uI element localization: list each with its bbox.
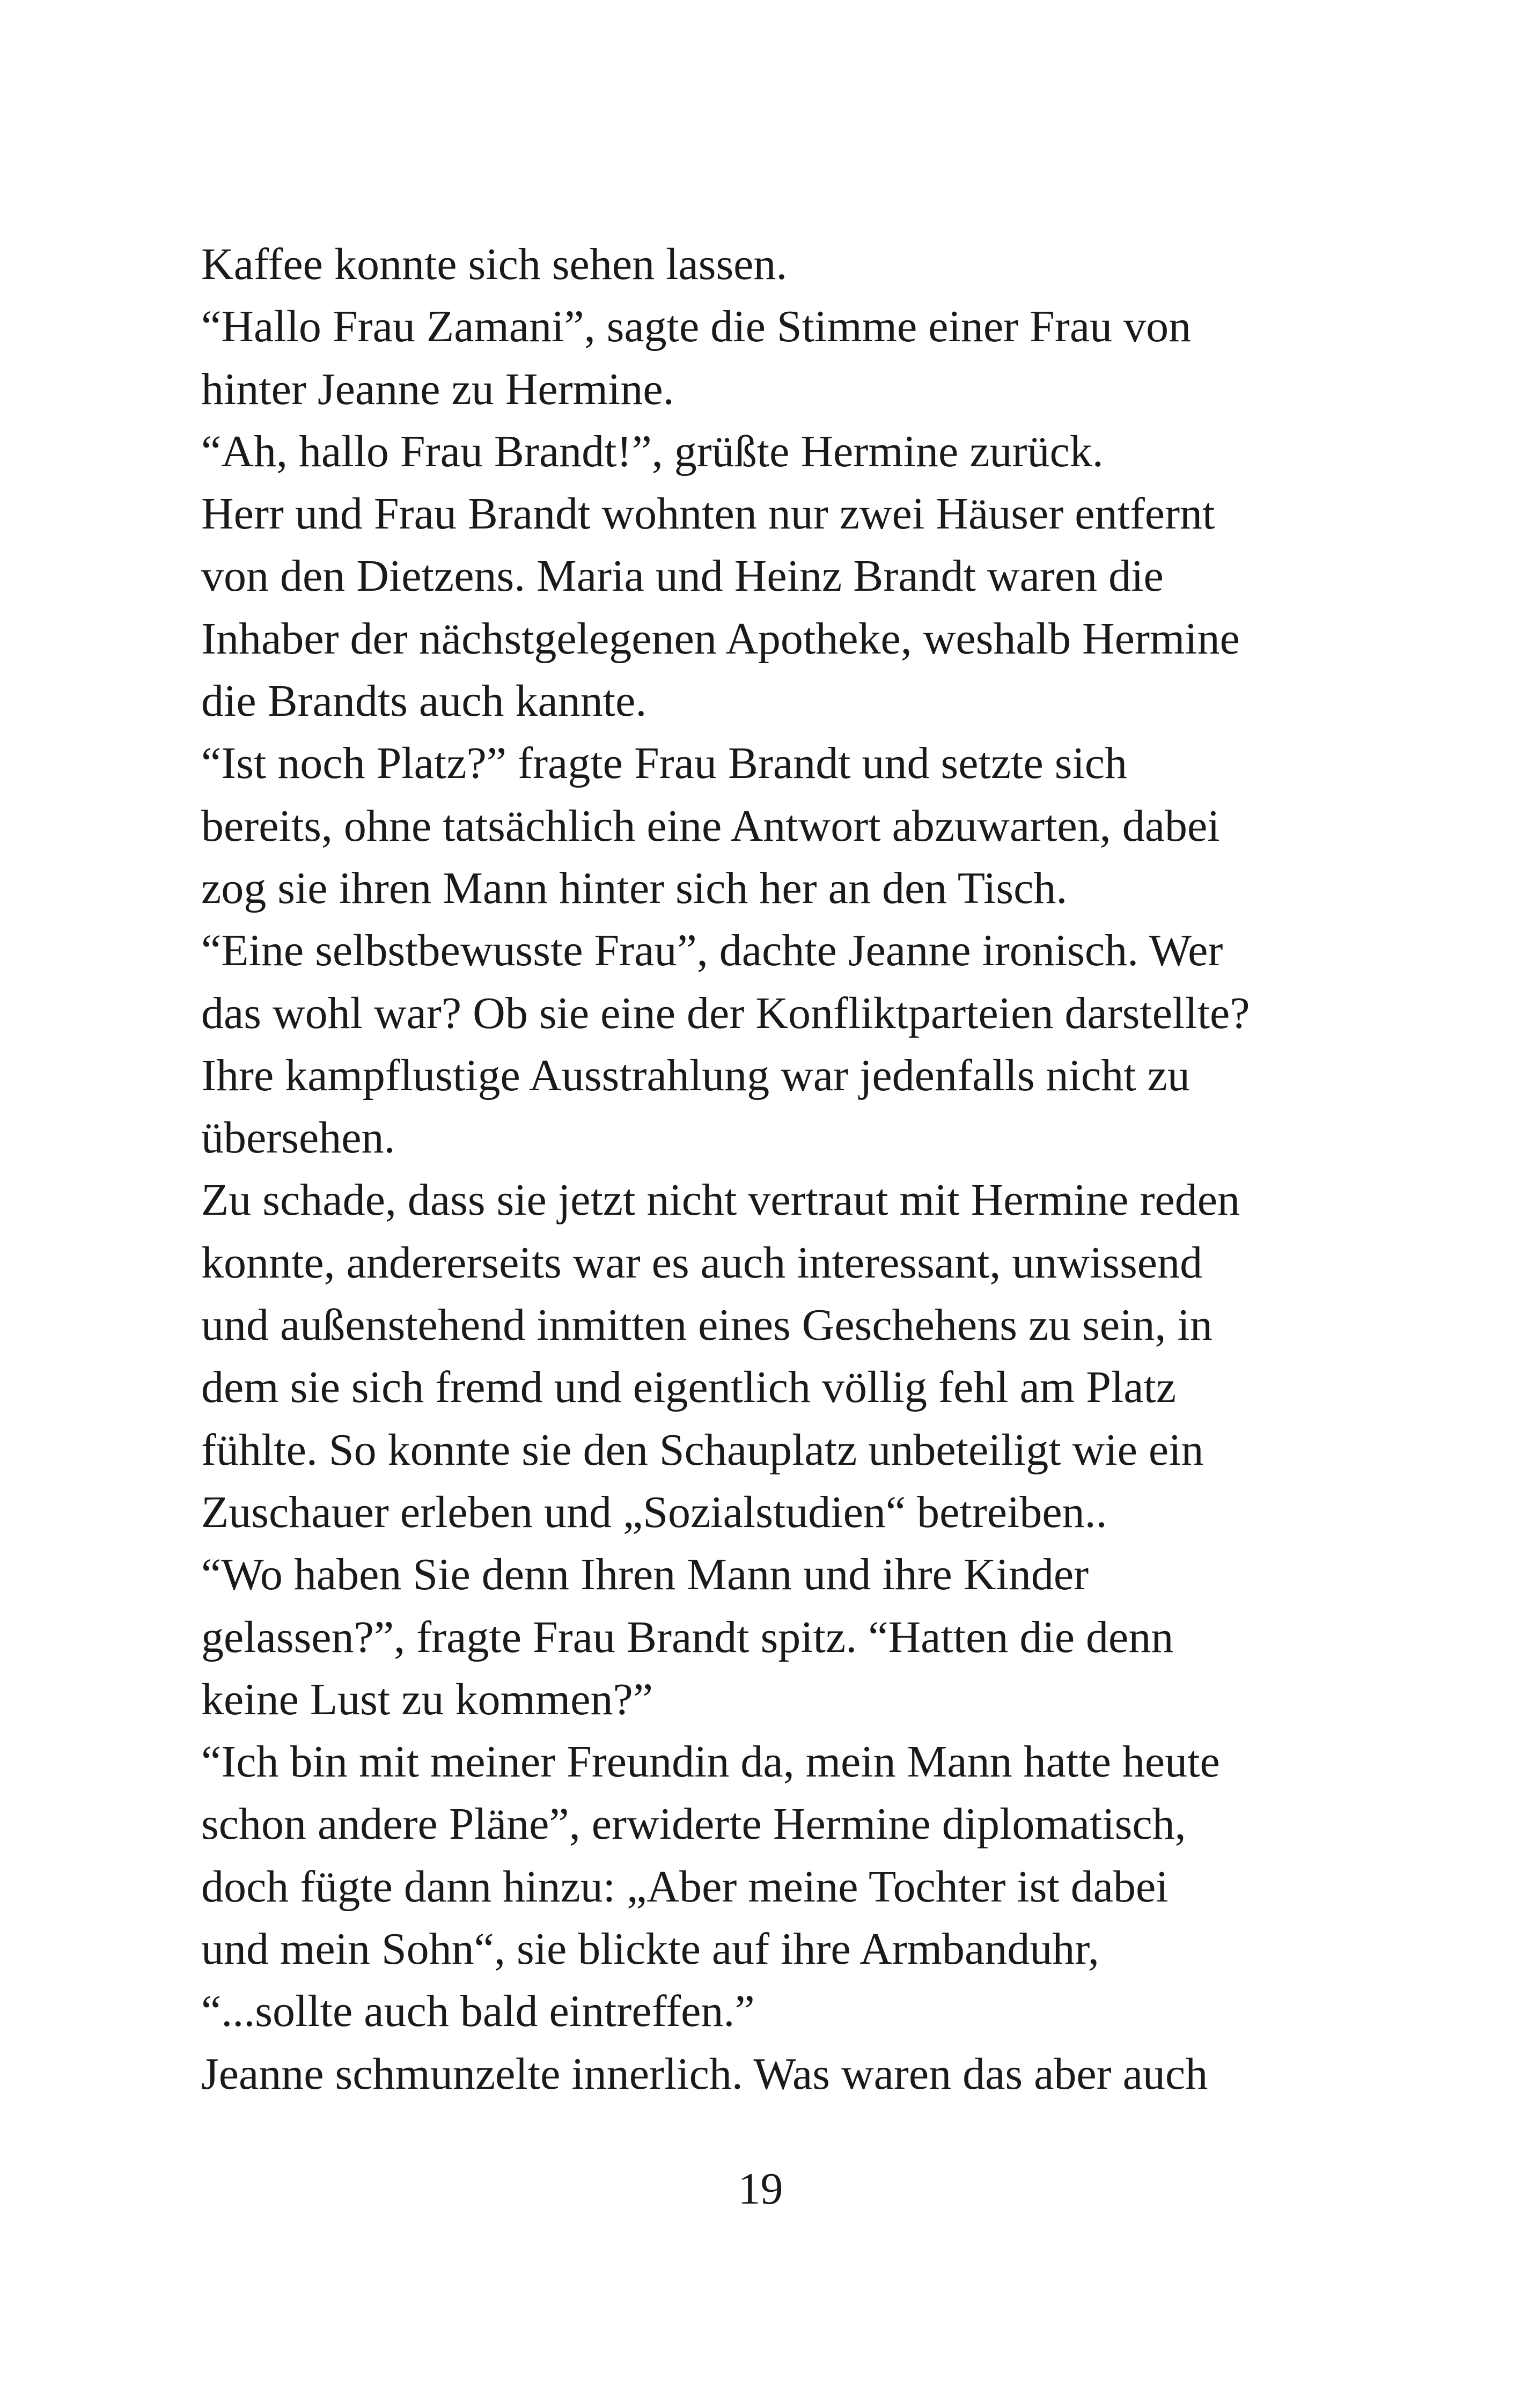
text-line: doch fügte dann hinzu: „Aber meine Tochter ist dabei	[201, 1861, 1169, 1912]
text-line: konnte, andererseits war es auch interessant, unwissend	[201, 1237, 1203, 1288]
text-line: gelassen?”, fragte Frau Brandt spitz. “Hatten die denn	[201, 1612, 1174, 1662]
text-line: Inhaber der nächstgelegenen Apotheke, weshalb Hermine	[201, 613, 1240, 664]
text-line: “Wo haben Sie denn Ihren Mann und ihre Kinder	[201, 1550, 1089, 1600]
text-line: dem sie sich fremd und eigentlich völlig fehl am Platz	[201, 1362, 1177, 1413]
text-line: keine Lust zu kommen?”	[201, 1674, 653, 1724]
text-line: “Hallo Frau Zamani”, sagte die Stimme einer Frau von	[201, 302, 1192, 352]
text-line: “Ich bin mit meiner Freundin da, mein Mann hatte heute	[201, 1737, 1220, 1787]
text-line: Kaffee konnte sich sehen lassen.	[201, 239, 788, 289]
text-line: übersehen.	[201, 1113, 395, 1163]
text-line: fühlte. So konnte sie den Schauplatz unbeteiligt wie ein	[201, 1425, 1204, 1475]
text-line: “Eine selbstbewusste Frau”, dachte Jeanne ironisch. Wer	[201, 926, 1223, 976]
text-line: Jeanne schmunzelte innerlich. Was waren das aber auch	[201, 2049, 1208, 2099]
text-line: “...sollte auch bald eintreffen.”	[201, 1986, 755, 2037]
text-line: zog sie ihren Mann hinter sich her an den Tisch.	[201, 863, 1068, 913]
text-line: und mein Sohn“, sie blickte auf ihre Armbanduhr,	[201, 1924, 1099, 1974]
text-line: die Brandts auch kannte.	[201, 676, 647, 726]
page-number: 19	[738, 2164, 783, 2214]
text-line: Herr und Frau Brandt wohnten nur zwei Häuser entfernt	[201, 489, 1215, 539]
text-line: “Ist noch Platz?” fragte Frau Brandt und setzte sich	[201, 738, 1128, 789]
text-line: hinter Jeanne zu Hermine.	[201, 364, 674, 414]
text-line: Zuschauer erleben und „Sozialstudien“ betreiben..	[201, 1487, 1107, 1537]
text-line: das wohl war? Ob sie eine der Konfliktparteien darstellte?	[201, 988, 1250, 1038]
text-line: Ihre kampflustige Ausstrahlung war jedenfalls nicht zu	[201, 1050, 1190, 1100]
text-line: bereits, ohne tatsächlich eine Antwort abzuwarten, dabei	[201, 801, 1220, 851]
text-line: von den Dietzens. Maria und Heinz Brandt waren die	[201, 551, 1164, 601]
text-line: “Ah, hallo Frau Brandt!”, grüßte Hermine zurück.	[201, 426, 1104, 476]
body-text	[201, 233, 1328, 2105]
text-line: schon andere Pläne”, erwiderte Hermine diplomatisch,	[201, 1799, 1186, 1849]
text-line: Zu schade, dass sie jetzt nicht vertraut mit Hermine reden	[201, 1175, 1240, 1225]
text-line: und außenstehend inmitten eines Geschehens zu sein, in	[201, 1300, 1213, 1350]
